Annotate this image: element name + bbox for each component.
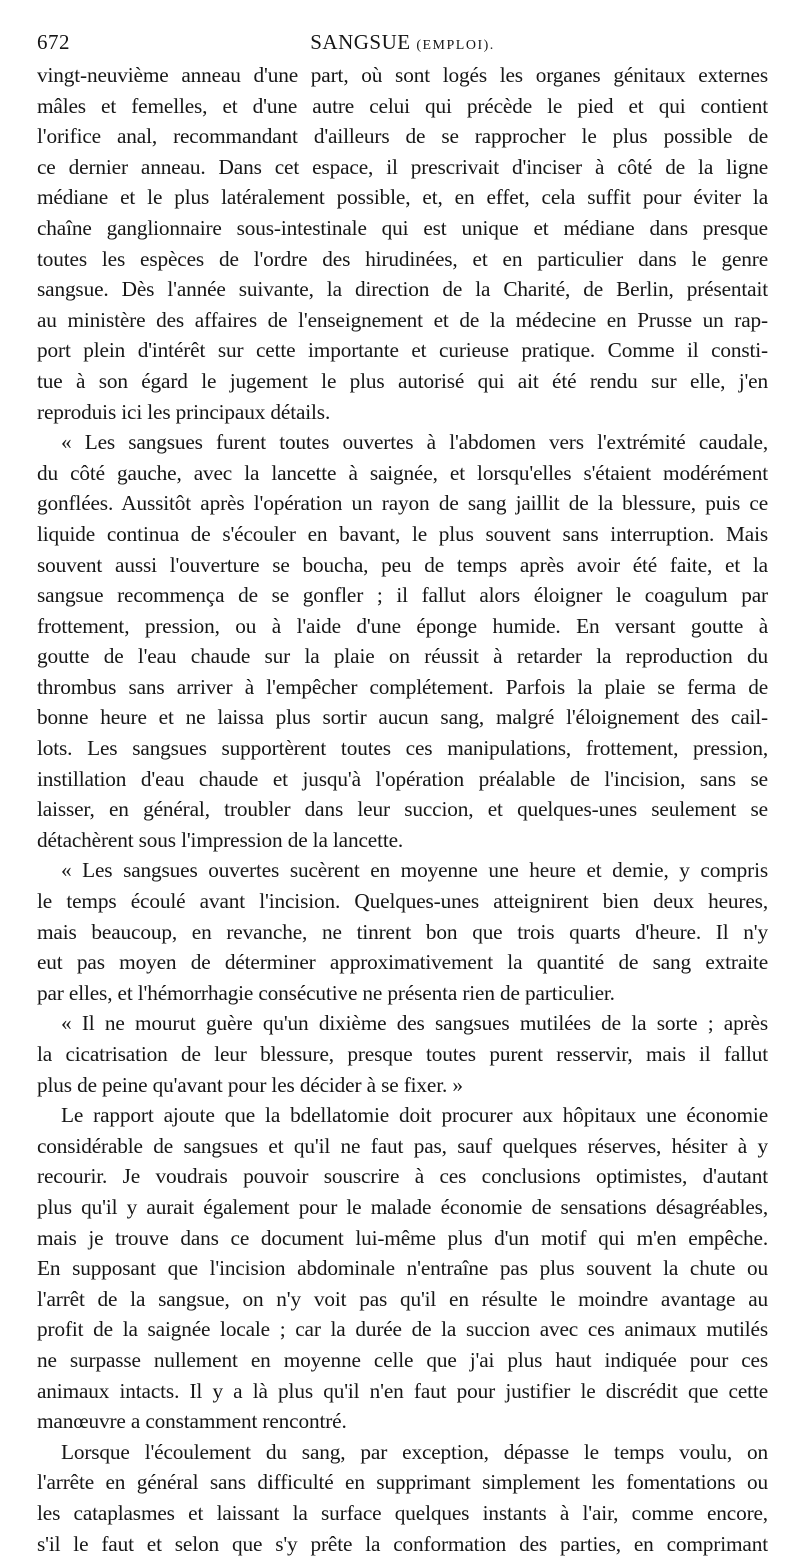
text-line: mais je trouve dans ce document lui-même plus d'un motif qui m'en empêche. [37,1223,768,1254]
text-line: plus qu'il y aurait également pour le malade économie de sensations désagréables, [37,1192,768,1223]
page-number: 672 [37,30,70,55]
text-line: la cicatrisation de leur blessure, presque toutes purent resservir, mais il fallut [37,1039,768,1070]
text-line: thrombus sans arriver à l'empêcher complétement. Parfois la plaie se ferma de [37,672,768,703]
text-line: manœuvre a constamment rencontré. [37,1406,768,1437]
text-line: Lorsque l'écoulement du sang, par exception, dépasse le temps voulu, on [37,1437,768,1468]
text-line: bonne heure et ne laissa plus sortir aucun sang, malgré l'éloignement des cail- [37,702,768,733]
text-line: instillation d'eau chaude et jusqu'à l'opération préalable de l'incision, sans se [37,764,768,795]
text-line: tue à son égard le jugement le plus autorisé qui ait été rendu sur elle, j'en [37,366,768,397]
text-line: considérable de sangsues et qu'il ne faut pas, sauf quelques réserves, hésiter à y [37,1131,768,1162]
text-line: par elles, et l'hémorrhagie consécutive ne présenta rien de particulier. [37,978,768,1009]
text-line: mais beaucoup, en revanche, ne tinrent bon que trois quarts d'heure. Il n'y [37,917,768,948]
text-line: mâles et femelles, et d'une autre celui qui précède le pied et qui contient [37,91,768,122]
body-text [37,60,768,1559]
running-title-main: SANGSUE [310,30,410,54]
text-line: les cataplasmes et laissant la surface quelques instants à l'air, comme encore, [37,1498,768,1529]
text-line: liquide continua de s'écouler en bavant, le plus souvent sans interruption. Mais [37,519,768,550]
text-line: recourir. Je voudrais pouvoir souscrire à ces conclusions optimistes, d'autant [37,1161,768,1192]
text-line: l'orifice anal, recommandant d'ailleurs de se rapprocher le plus possible de [37,121,768,152]
text-line: gonflées. Aussitôt après l'opération un rayon de sang jaillit de la blessure, puis ce [37,488,768,519]
text-line: lots. Les sangsues supportèrent toutes ces manipulations, frottement, pression, [37,733,768,764]
text-line: du côté gauche, avec la lancette à saignée, et lorsqu'elles s'étaient modérément [37,458,768,489]
text-line: En supposant que l'incision abdominale n'entraîne pas plus souvent la chute ou [37,1253,768,1284]
text-line: chaîne ganglionnaire sous-intestinale qui est unique et médiane dans presque [37,213,768,244]
text-line: « Les sangsues ouvertes sucèrent en moyenne une heure et demie, y compris [37,855,768,886]
text-line: au ministère des affaires de l'enseignement et de la médecine en Prusse un rap- [37,305,768,336]
text-line: plus de peine qu'avant pour les décider à se fixer. » [37,1070,768,1101]
text-line: Le rapport ajoute que la bdellatomie doit procurer aux hôpitaux une économie [37,1100,768,1131]
text-line: médiane et le plus latéralement possible, et, en effet, cela suffit pour éviter la [37,182,768,213]
text-line: « Il ne mourut guère qu'un dixième des sangsues mutilées de la sorte ; après [37,1008,768,1039]
text-line: toutes les espèces de l'ordre des hirudinées, et en particulier dans le genre [37,244,768,275]
text-line: laisser, en général, troubler dans leur succion, et quelques-unes seulement se [37,794,768,825]
text-line: goutte de l'eau chaude sur la plaie on réussit à retarder la reproduction du [37,641,768,672]
text-line: vingt-neuvième anneau d'une part, où sont logés les organes génitaux externes [37,60,768,91]
running-title [37,30,768,55]
text-line: sangsue. Dès l'année suivante, la direction de la Charité, de Berlin, présentait [37,274,768,305]
text-line: port plein d'intérêt sur cette importante et curieuse pratique. Comme il consti- [37,335,768,366]
text-line: souvent aussi l'ouverture se boucha, peu de temps après avoir été faite, et la [37,550,768,581]
running-title-sub: (EMPLOI). [416,38,494,53]
running-header [37,26,768,60]
text-line: eut pas moyen de déterminer approximativement la quantité de sang extraite [37,947,768,978]
text-line: l'arrêt de la sangsue, on n'y voit pas qu'il en résulte le moindre avantage au [37,1284,768,1315]
text-line: « Les sangsues furent toutes ouvertes à l'abdomen vers l'extrémité caudale, [37,427,768,458]
text-line: le temps écoulé avant l'incision. Quelques-unes atteignirent bien deux heures, [37,886,768,917]
text-line: profit de la saignée locale ; car la durée de la succion avec ces animaux mutilés [37,1314,768,1345]
text-line: ne surpasse nullement en moyenne celle que j'ai plus haut indiquée pour ces [37,1345,768,1376]
text-line: l'arrête en général sans difficulté en supprimant simplement les fomentations ou [37,1467,768,1498]
text-line: reproduis ici les principaux détails. [37,397,768,428]
text-line: ce dernier anneau. Dans cet espace, il prescrivait d'inciser à côté de la ligne [37,152,768,183]
text-line: sangsue recommença de se gonfler ; il fallut alors éloigner le coagulum par [37,580,768,611]
text-line: détachèrent sous l'impression de la lancette. [37,825,768,856]
text-line: animaux intacts. Il y a là plus qu'il n'en faut pour justifier le discrédit que cette [37,1376,768,1407]
text-line: frottement, pression, ou à l'aide d'une éponge humide. En versant goutte à [37,611,768,642]
text-line: s'il le faut et selon que s'y prête la conformation des parties, en comprimant [37,1529,768,1559]
